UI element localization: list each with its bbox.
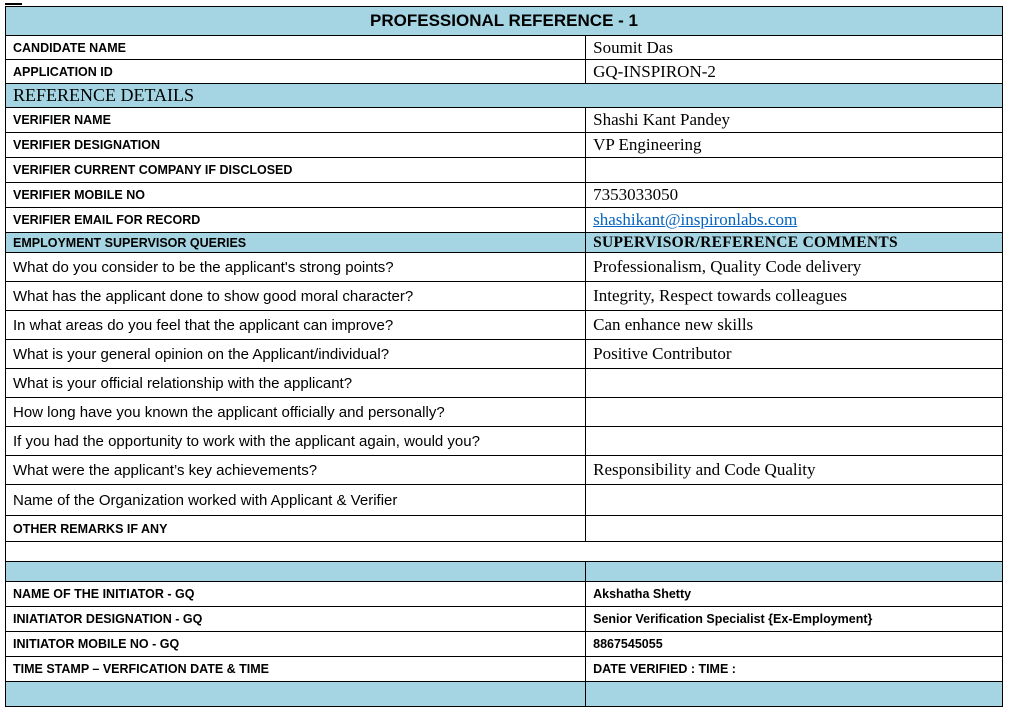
query-answer[interactable] <box>586 485 1003 516</box>
title-row <box>6 7 1003 36</box>
query-answer[interactable]: Professionalism, Quality Code delivery <box>586 253 1003 282</box>
query-answer[interactable] <box>586 398 1003 427</box>
query-question: What has the applicant done to show good moral character? <box>6 282 586 311</box>
verifier-row <box>6 183 1003 208</box>
sheet-corner-mark <box>5 3 22 5</box>
verifier-email-link[interactable]: shashikant@inspironlabs.com <box>593 210 798 229</box>
footer-band-row <box>6 682 1003 707</box>
query-question: In what areas do you feel that the applicant can improve? <box>6 311 586 340</box>
footer-band-left <box>6 682 586 707</box>
query-row <box>6 311 1003 340</box>
verifier-field-label: VERIFIER CURRENT COMPANY IF DISCLOSED <box>6 158 586 183</box>
query-question: How long have you known the applicant officially and personally? <box>6 398 586 427</box>
application-id-row <box>6 60 1003 84</box>
verifier-email-row <box>6 208 1003 233</box>
reference-details-row <box>6 84 1003 108</box>
application-id-value[interactable]: GQ-INSPIRON-2 <box>586 60 1003 84</box>
query-row <box>6 253 1003 282</box>
initiator-row <box>6 657 1003 682</box>
verifier-row <box>6 133 1003 158</box>
query-answer[interactable]: Integrity, Respect towards colleagues <box>586 282 1003 311</box>
queries-heading: EMPLOYMENT SUPERVISOR QUERIES <box>6 233 586 253</box>
verifier-field-value[interactable] <box>586 158 1003 183</box>
remarks-row <box>6 516 1003 542</box>
query-row <box>6 398 1003 427</box>
footer-band-right <box>586 682 1003 707</box>
reference-form <box>5 6 1003 707</box>
candidate-name-row <box>6 36 1003 60</box>
initiator-field-value[interactable]: Senior Verification Specialist {Ex-Employment} <box>586 607 1003 632</box>
candidate-name-value[interactable]: Soumit Das <box>586 36 1003 60</box>
verifier-row <box>6 158 1003 183</box>
comments-heading: SUPERVISOR/REFERENCE COMMENTS <box>586 233 1003 253</box>
verifier-field-value[interactable]: 7353033050 <box>586 183 1003 208</box>
query-row <box>6 427 1003 456</box>
verifier-email-cell <box>586 208 1003 233</box>
candidate-name-label: CANDIDATE NAME <box>6 36 586 60</box>
initiator-field-value[interactable]: DATE VERIFIED : TIME : <box>586 657 1003 682</box>
initiator-row <box>6 632 1003 657</box>
form-title: PROFESSIONAL REFERENCE - 1 <box>6 7 1003 36</box>
query-question: What were the applicant’s key achievements? <box>6 456 586 485</box>
initiator-row <box>6 582 1003 607</box>
initiator-band-row <box>6 562 1003 582</box>
query-answer[interactable] <box>586 427 1003 456</box>
remarks-label: OTHER REMARKS IF ANY <box>6 516 586 542</box>
query-row <box>6 282 1003 311</box>
initiator-field-label: INIATIATOR DESIGNATION - GQ <box>6 607 586 632</box>
query-question: If you had the opportunity to work with the applicant again, would you? <box>6 427 586 456</box>
initiator-band-left <box>6 562 586 582</box>
spacer-cell <box>6 542 1003 562</box>
verifier-row <box>6 108 1003 133</box>
initiator-field-label: INITIATOR MOBILE NO - GQ <box>6 632 586 657</box>
query-answer[interactable]: Positive Contributor <box>586 340 1003 369</box>
verifier-field-label: VERIFIER MOBILE NO <box>6 183 586 208</box>
verifier-field-value[interactable]: VP Engineering <box>586 133 1003 158</box>
query-question: What do you consider to be the applicant's strong points? <box>6 253 586 282</box>
verifier-field-label: VERIFIER NAME <box>6 108 586 133</box>
queries-header-row <box>6 233 1003 253</box>
query-answer[interactable]: Can enhance new skills <box>586 311 1003 340</box>
query-row <box>6 456 1003 485</box>
spacer-row <box>6 542 1003 562</box>
query-question: Name of the Organization worked with Applicant & Verifier <box>6 485 586 516</box>
query-question: What is your official relationship with the applicant? <box>6 369 586 398</box>
initiator-field-value[interactable]: 8867545055 <box>586 632 1003 657</box>
query-answer[interactable] <box>586 369 1003 398</box>
verifier-email-label: VERIFIER EMAIL FOR RECORD <box>6 208 586 233</box>
initiator-field-label: NAME OF THE INITIATOR - GQ <box>6 582 586 607</box>
query-row <box>6 340 1003 369</box>
initiator-field-value[interactable]: Akshatha Shetty <box>586 582 1003 607</box>
reference-table <box>5 6 1003 707</box>
initiator-field-label: TIME STAMP – VERFICATION DATE & TIME <box>6 657 586 682</box>
query-row <box>6 485 1003 516</box>
query-answer[interactable]: Responsibility and Code Quality <box>586 456 1003 485</box>
reference-details-heading: REFERENCE DETAILS <box>6 84 1003 108</box>
initiator-band-right <box>586 562 1003 582</box>
query-question: What is your general opinion on the Applicant/individual? <box>6 340 586 369</box>
verifier-field-label: VERIFIER DESIGNATION <box>6 133 586 158</box>
application-id-label: APPLICATION ID <box>6 60 586 84</box>
initiator-row <box>6 607 1003 632</box>
query-row <box>6 369 1003 398</box>
remarks-value[interactable] <box>586 516 1003 542</box>
verifier-field-value[interactable]: Shashi Kant Pandey <box>586 108 1003 133</box>
